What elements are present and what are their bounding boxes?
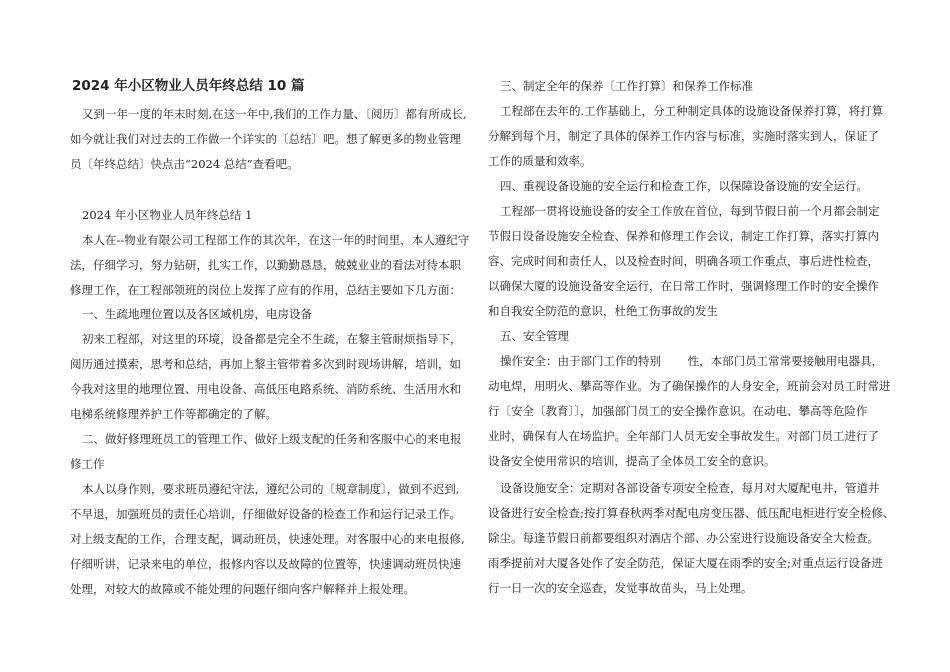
para7-line-2: 设备进行安全检查;按打算春秋两季对配电房变压器、低压配电柜进行安全检修、 [488, 506, 895, 520]
heading-4: 四、重视设备设施的安全运行和检查工作，以保障设备设施的安全运行。 [500, 179, 868, 193]
para5-line-4: 以确保大厦的设施设备安全运行，在日常工作时，强调修理工作时的安全操作 [488, 279, 879, 293]
para7-line-5: 行一日一次的安全巡查，发觉事故苗头，马上处理。 [488, 581, 753, 595]
heading-3: 三、制定全年的保养〔工作打算〕和保养工作标准 [500, 79, 753, 93]
para4-line-3: 工作的质量和效率。 [488, 154, 592, 168]
heading-2-line-2: 修工作 [70, 457, 105, 471]
para5-line-3: 容、完成时间和责任人，以及检查时间，明确各项工作重点，事后进性检查， [488, 254, 879, 268]
para5-line-5: 和自我安全防范的意识，杜绝工伤事故的发生 [488, 304, 718, 318]
para2-line-1: 初来工程部，对这里的环境，设备都是完全不生疏，在黎主管耐烦指导下， [82, 332, 462, 346]
intro-line-1: 又到一年一度的年末时刻,在这一年中,我们的工作力量、〔阅历〕都有所成长, [82, 107, 467, 121]
para4-line-2: 分解到每个月，制定了具体的保养工作内容与标准，实施时落实到人，保证了 [488, 129, 879, 143]
para4-line-1: 工程部在去年的.工作基础上，分工种制定具体的设施设备保养打算，将打算 [500, 104, 884, 118]
para3-line-5: 处理，对较大的故障或不能处理的问题仔细向客户解释并上报处理。 [70, 582, 415, 596]
para6-line-3: 行〔安全〔教育〕〕，加强部门员工的安全操作意识。在动电、攀高等危险作 [488, 404, 868, 418]
heading-1: 一、生疏地理位置以及各区域机房，电房设备 [82, 307, 312, 321]
para7-line-4: 雨季提前对大厦各处作了安全防范，保证大厦在雨季的安全;对重点运行设备进 [488, 556, 883, 570]
para3-line-3: 对上级支配的工作，合理支配，调动班员，快速处理。对客服中心的来电报修, [70, 532, 465, 546]
para3-line-2: 不早退，加强班员的责任心培训，仔细做好设备的检查工作和运行记录工作。 [70, 507, 461, 521]
para6-line-4: 业时，确保有人在场监护。全年部门人员无安全事故发生。对部门员工进行了 [488, 429, 879, 443]
heading-5: 五、安全管理 [500, 329, 569, 343]
para1-line-1: 本人在--物业有限公司工程部工作的其次年，在这一年的时间里，本人遵纪守 [82, 233, 470, 247]
para5-line-2: 节假日设备设施安全检查、保养和修理工作会议，制定工作打算，落实打算内 [488, 229, 879, 243]
para1-line-3: 修理工作，在工程部领班的岗位上发挥了应有的作用，总结主要如下几方面： [70, 283, 461, 297]
para2-line-4: 电梯系统修理养护工作等都确定的了解。 [70, 407, 277, 421]
para7-line-1: 设备设施安全：定期对各部设备专项安全检查，每月对大厦配电井，管道井 [500, 481, 880, 495]
intro-line-3: 员〔年终总结〕快点击“2024 总结”查看吧。 [70, 157, 299, 171]
para6-line-1: 操作安全：由于部门工作的特别 性，本部门员工常常要接触用电器具， [500, 354, 884, 368]
para7-line-3: 除尘。每逢节假日前都要组织对酒店个部、办公室进行设施设备安全大检查。 [488, 531, 879, 545]
heading-2-line-1: 二、做好修理班员工的管理工作、做好上级支配的任务和客服中心的来电报 [82, 432, 462, 446]
para2-line-3: 今我对这里的地理位置、用电设备、高低压电路系统、消防系统、生活用水和 [70, 382, 461, 396]
section-subtitle: 2024 年小区物业人员年终总结 1 [82, 208, 253, 222]
intro-line-2: 如今就让我们对过去的工作做一个详实的〔总结〕吧。想了解更多的物业管理 [70, 132, 461, 146]
para5-line-1: 工程部一贯将设施设备的安全工作放在首位，每到节假日前一个月都会制定 [500, 204, 880, 218]
para3-line-1: 本人以身作则，要求班员遵纪守法，遵纪公司的〔规章制度〕，做到不迟到, [82, 482, 460, 496]
para6-line-5: 设备安全使用常识的培训，提高了全体员工安全的意识。 [488, 454, 776, 468]
document-title: 2024 年小区物业人员年终总结 10 篇 [72, 78, 305, 94]
para3-line-4: 仔细听讲，记录来电的单位，报修内容以及故障的位置等，快速调动班员快速 [70, 557, 461, 571]
para6-line-2: 动电焊，用明火、攀高等作业。为了确保操作的人身安全，班前会对员工时常进 [488, 379, 891, 393]
para2-line-2: 阅历通过摸索，思考和总结，再加上黎主管带着多次到时现场讲解，培训，如 [70, 357, 461, 371]
para1-line-2: 法，仔细学习，努力钻研，扎实工作，以勤勤恳恳，兢兢业业的看法对待本职 [70, 258, 461, 272]
